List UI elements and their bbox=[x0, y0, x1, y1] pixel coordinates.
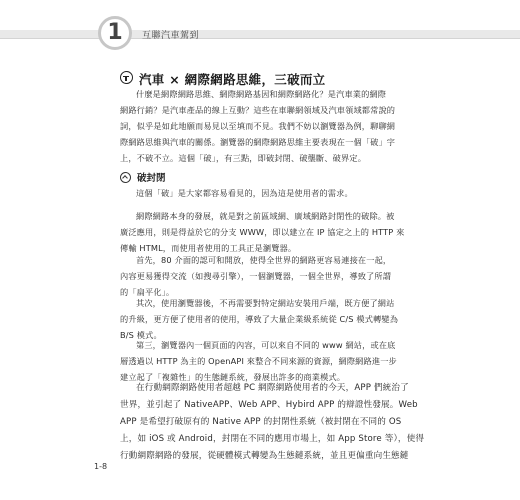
intro-paragraph bbox=[120, 86, 410, 166]
text-line: 的「扁平化」。 bbox=[120, 287, 175, 297]
text-line: 的升級，更方便了使用者的使用，導致了大量企業級系統從 C/S 模式轉變為 bbox=[120, 314, 399, 324]
text-line: B/S 模式。 bbox=[120, 330, 162, 340]
text-line: 其次，使用瀏覽器後，不再需要對特定網站安裝用戶端，既方便了網站 bbox=[136, 298, 395, 308]
text-line: 行動網際網路的發展，從硬體模式轉變為生態鏈系統，並且更偏重向生態鏈 bbox=[120, 451, 409, 461]
chapter-title: 互聯汽車駕到 bbox=[142, 31, 200, 41]
paragraph bbox=[120, 252, 410, 300]
text-line: APP 是希望打破原有的 Native APP 的封閉性系統（被封閉在不同的 OS bbox=[120, 417, 402, 427]
text-line: 層透過以 HTTP 為主的 OpenAPI 來整合不同來源的資源，網際網路進一步 bbox=[120, 356, 397, 366]
paragraph bbox=[120, 185, 410, 201]
text-line: 內容更易獲得交流（如搜尋引擎），一個瀏覽器，一個全世界，導致了所謂 bbox=[120, 271, 392, 281]
text-line: 詞，似乎是如此地願而易見以至填而不見。我們不妨以瀏覽器為例，聊聊網 bbox=[120, 121, 396, 131]
chapter-number-badge bbox=[98, 16, 132, 50]
paragraph bbox=[120, 208, 410, 256]
text-line: 網際網路本身的發展，就是對之前區域網、廣域網路封閉性的破除。被 bbox=[136, 211, 395, 221]
text-line: 傳輸 HTML，而使用者使用的工具正是瀏覽器。 bbox=[120, 243, 297, 253]
chapter-number: 1 bbox=[107, 20, 123, 45]
text-line: 建立起了「複雜性」的生態鏈系統，發展出許多的商業模式。 bbox=[120, 372, 346, 382]
text-line: 世界，並引起了 NativeAPP、Web APP、Hybird APP 的辯證性發展。Web bbox=[120, 400, 418, 410]
chevron-up-icon bbox=[120, 172, 131, 183]
steering-wheel-icon bbox=[120, 71, 133, 84]
text-line: 上，不破不立。這個「破」，有三點，即破封閉、破壟斷、破界定。 bbox=[120, 153, 367, 163]
paragraph bbox=[120, 337, 410, 385]
text-line: 首先，80 介面的認可和開放，使得全世界的網路更容易連接在一起， bbox=[136, 255, 392, 265]
text-line: 什麼是網際網路思維、網際網路基因和網際網路化？是汽車業的網際 bbox=[136, 89, 387, 99]
page-number: 1-8 bbox=[94, 462, 108, 471]
text-line: 在行動網際網路使用者超越 PC 網際網路使用者的今天，APP 們統治了 bbox=[136, 383, 409, 393]
paragraph bbox=[120, 380, 425, 465]
text-line: 這個「破」是大家都容易看見的，因為這是使用者的需求。 bbox=[136, 188, 353, 198]
text-line: 網路行銷？是汽車產品的線上互動？這些在車聯網領域及汽車領域都常說的 bbox=[120, 105, 396, 115]
section-title: 汽車 × 網際網路思維，三破而立 bbox=[139, 72, 326, 87]
text-line: 際網路思維與汽車的關係。瀏覽器的網際網路思維主要表現在一個「破」字 bbox=[120, 137, 396, 147]
chapter-header-rule bbox=[0, 38, 520, 39]
paragraph bbox=[120, 295, 410, 343]
text-line: 上，如 iOS 或 Android，封閉在不同的應用市場上，如 App Store 等），使得 bbox=[120, 434, 425, 444]
text-line: 第三，瀏覽器內一個頁面的內容，可以來自不同的 www 網站，或在底 bbox=[136, 340, 396, 350]
text-line: 廣泛應用，則是得益於它的分支 WWW，即以建立在 IP 協定之上的 HTTP 來 bbox=[120, 227, 405, 237]
subsection-title: 破封閉 bbox=[137, 173, 166, 184]
